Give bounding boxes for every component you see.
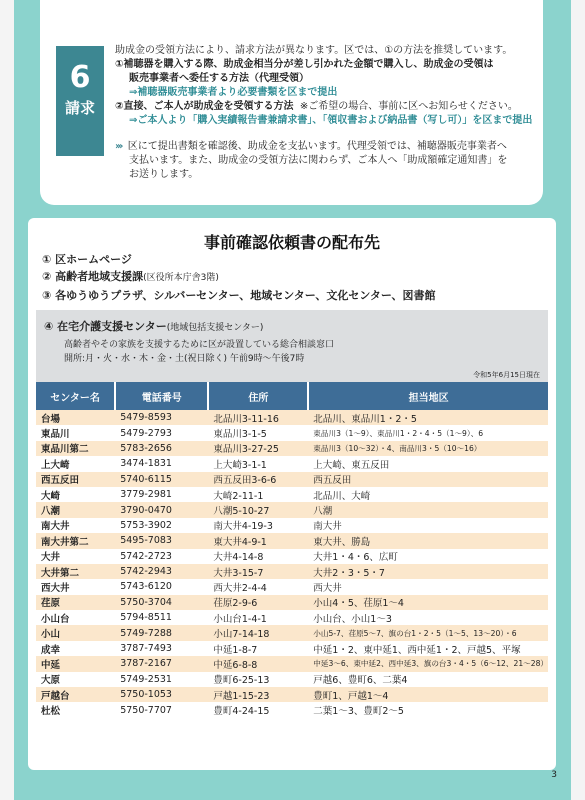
cell-district: 八潮 [308,502,548,517]
cell-address: 中延1-8-7 [208,641,308,656]
cell-address: 西五反田3-6-6 [208,472,308,487]
table-row [36,441,548,456]
cell-center-name: 大崎 [36,487,115,502]
table-row [36,410,548,425]
page-edge-left [0,0,14,800]
closing-text-3: お送りします。 [129,169,199,180]
option2-title: ②直接、ご本人が助成金を受領する方法 [115,101,294,112]
cell-center-name: 戸越台 [36,687,115,702]
page-edge-right [571,0,585,800]
cell-phone: 5750-3704 [115,595,208,610]
distribution-list [42,251,435,304]
cell-center-name: 台場 [36,410,115,425]
cell-address: 八潮5-10-27 [208,502,308,517]
step-number: 6 [69,60,91,95]
cell-address: 南大井4-19-3 [208,518,308,533]
cell-phone: 5479-2793 [115,425,208,440]
cell-address: 戸越1-15-23 [208,687,308,702]
cell-district: 東大井、勝島 [308,533,548,548]
distribution-item-4-sub: (地域包括支援センター) [166,323,264,333]
step-6-card [40,0,543,205]
header-center-name: センター名 [36,382,115,410]
table-header-row [36,382,548,410]
step-description [115,44,535,182]
option2-aside: ※ご希望の場合、事前に区へお知らせください。 [299,101,518,112]
center-table [36,382,548,718]
cell-address: 豊町6-25-13 [208,672,308,687]
table-row [36,456,548,471]
cell-center-name: 杜松 [36,702,115,717]
table-row [36,487,548,502]
cell-district: 中延3〜6、東中延2、西中延3、旗の台3・4・5（6〜12、21〜28） [308,656,548,671]
cell-district: 北品川、大崎 [308,487,548,502]
cell-center-name: 大井 [36,549,115,564]
table-row [36,595,548,610]
table-row [36,533,548,548]
closing-text-2: 支払います。また、助成金の受領方法に関わらず、ご本人へ「助成額確定通知書」を [129,155,508,166]
header-address: 住所 [208,382,308,410]
cell-phone: 3779-2981 [115,487,208,502]
cell-phone: 3787-2167 [115,656,208,671]
page-number: 3 [551,770,557,780]
distribution-item-4-label: ④ 在宅介護支援センター [44,320,167,333]
cell-phone: 5743-6120 [115,579,208,594]
cell-district: 二葉1〜3、豊町2〜5 [308,702,548,717]
cell-center-name: 大井第二 [36,564,115,579]
cell-phone: 3787-7493 [115,641,208,656]
option1-note: ⇒補聴器販売事業者より必要書類を区まで提出 [129,87,338,98]
cell-center-name: 小山 [36,625,115,640]
distribution-item-2-sub: (区役所本庁舎3階) [143,273,219,283]
cell-district: 北品川、東品川1・2・5 [308,410,548,425]
table-row [36,672,548,687]
cell-center-name: 東品川第二 [36,441,115,456]
cell-phone: 5742-2943 [115,564,208,579]
cell-address: 東品川3-1-5 [208,425,308,440]
header-phone: 電話番号 [115,382,208,410]
cell-address: 東大井4-9-1 [208,533,308,548]
cell-center-name: 中延 [36,656,115,671]
distribution-item-3: ③ 各ゆうゆうプラザ、シルバーセンター、地域センター、文化センター、図書館 [42,289,436,302]
cell-phone: 5742-2723 [115,549,208,564]
option1-title: ①補聴器を購入する際、助成金相当分が差し引かれた金額で購入し、助成金の受領は [115,59,494,70]
cell-address: 小山台1-4-1 [208,610,308,625]
cell-phone: 3474-1831 [115,456,208,471]
closing-text-1: 区にて提出書類を確認後、助成金を支払います。代理受領では、補聴器販売事業者へ [127,141,507,152]
cell-center-name: 東品川 [36,425,115,440]
cell-district: 上大崎、東五反田 [308,456,548,471]
cell-district: 中延1・2、東中延1、西中延1・2、戸越5、平塚 [308,641,548,656]
cell-address: 大井3-15-7 [208,564,308,579]
cell-phone: 5794-8511 [115,610,208,625]
cell-district: 戸越6、豊町6、二葉4 [308,672,548,687]
cell-address: 大井4-14-8 [208,549,308,564]
distribution-item-4 [44,318,263,334]
distribution-item-2-label: ② 高齢者地域支援課 [42,270,144,283]
table-row [36,579,548,594]
distribution-title: 事前確認依頼書の配布先 [203,233,380,252]
as-of-date: 令和5年6月15日現在 [473,371,540,379]
table-row [36,549,548,564]
distribution-item-2 [42,268,435,287]
cell-phone: 5783-2656 [115,441,208,456]
table-row [36,564,548,579]
cell-district: 東品川3（1〜9）、東品川1・2・4・5（1〜9）、6 [308,425,548,440]
cell-center-name: 大原 [36,672,115,687]
cell-address: 上大崎3-1-1 [208,456,308,471]
table-body [36,410,548,718]
cell-district: 東品川3（10〜32）・4、南品川3・5（10〜16） [308,441,548,456]
cell-address: 小山7-14-18 [208,625,308,640]
table-row [36,656,548,671]
cell-address: 中延6-8-8 [208,656,308,671]
header-district: 担当地区 [308,382,548,410]
step-label: 請求 [64,99,95,117]
cell-center-name: 成幸 [36,641,115,656]
cell-address: 北品川3-11-16 [208,410,308,425]
cell-phone: 5495-7083 [115,533,208,548]
option1-title-cont: 販売事業者へ委任する方法（代理受領） [129,73,309,84]
closing-line-1 [115,140,535,154]
cell-address: 大崎2-11-1 [208,487,308,502]
cell-phone: 5753-3902 [115,518,208,533]
cell-phone: 3790-0470 [115,502,208,517]
cell-district: 西大井 [308,579,548,594]
distribution-item-1: ① 区ホームページ [42,253,132,266]
center-hours: 開所:月・火・水・木・金・土(祝日除く) 午前9時〜午後7時 [64,354,305,364]
table-row [36,518,548,533]
home-care-center-box [36,310,548,382]
cell-phone: 5479-8593 [115,410,208,425]
cell-district: 小山4・5、荏原1〜4 [308,595,548,610]
cell-phone: 5749-7288 [115,625,208,640]
table-row [36,610,548,625]
triple-chevron-icon: ››› [115,141,122,152]
cell-center-name: 八潮 [36,502,115,517]
cell-phone: 5750-1053 [115,687,208,702]
cell-address: 西大井2-4-4 [208,579,308,594]
table-row [36,425,548,440]
cell-address: 東品川3-27-25 [208,441,308,456]
option2-line [115,100,535,114]
cell-address: 豊町4-24-15 [208,702,308,717]
cell-district: 南大井 [308,518,548,533]
cell-district: 大井2・3・5・7 [308,564,548,579]
cell-district: 小山台、小山1〜3 [308,610,548,625]
cell-district: 西五反田 [308,472,548,487]
center-description: 高齢者やその家族を支援するために区が設置している総合相談窓口 [64,340,335,350]
cell-center-name: 荏原 [36,595,115,610]
distribution-card [28,218,556,770]
table-row [36,502,548,517]
cell-center-name: 小山台 [36,610,115,625]
cell-district: 大井1・4・6、広町 [308,549,548,564]
table-row [36,687,548,702]
cell-district: 小山5-7、荏原5〜7、旗の台1・2・5（1〜5、13〜20）・6 [308,625,548,640]
cell-center-name: 南大井第二 [36,533,115,548]
cell-phone: 5740-6115 [115,472,208,487]
cell-center-name: 上大崎 [36,456,115,471]
cell-center-name: 南大井 [36,518,115,533]
table-row [36,641,548,656]
table-row [36,702,548,717]
step-badge [56,46,104,156]
cell-center-name: 西大井 [36,579,115,594]
table-row [36,625,548,640]
cell-address: 荏原2-9-6 [208,595,308,610]
cell-phone: 5750-7707 [115,702,208,717]
cell-district: 豊町1、戸越1〜4 [308,687,548,702]
option2-note: ⇒ご本人より「購入実績報告書兼請求書」、「領収書および納品書（写し可）」を区まで提出 [129,115,533,126]
step-intro: 助成金の受領方法により、請求方法が異なります。区では、①の方法を推奨しています。 [115,45,513,56]
cell-phone: 5749-2531 [115,672,208,687]
table-row [36,472,548,487]
cell-center-name: 西五反田 [36,472,115,487]
